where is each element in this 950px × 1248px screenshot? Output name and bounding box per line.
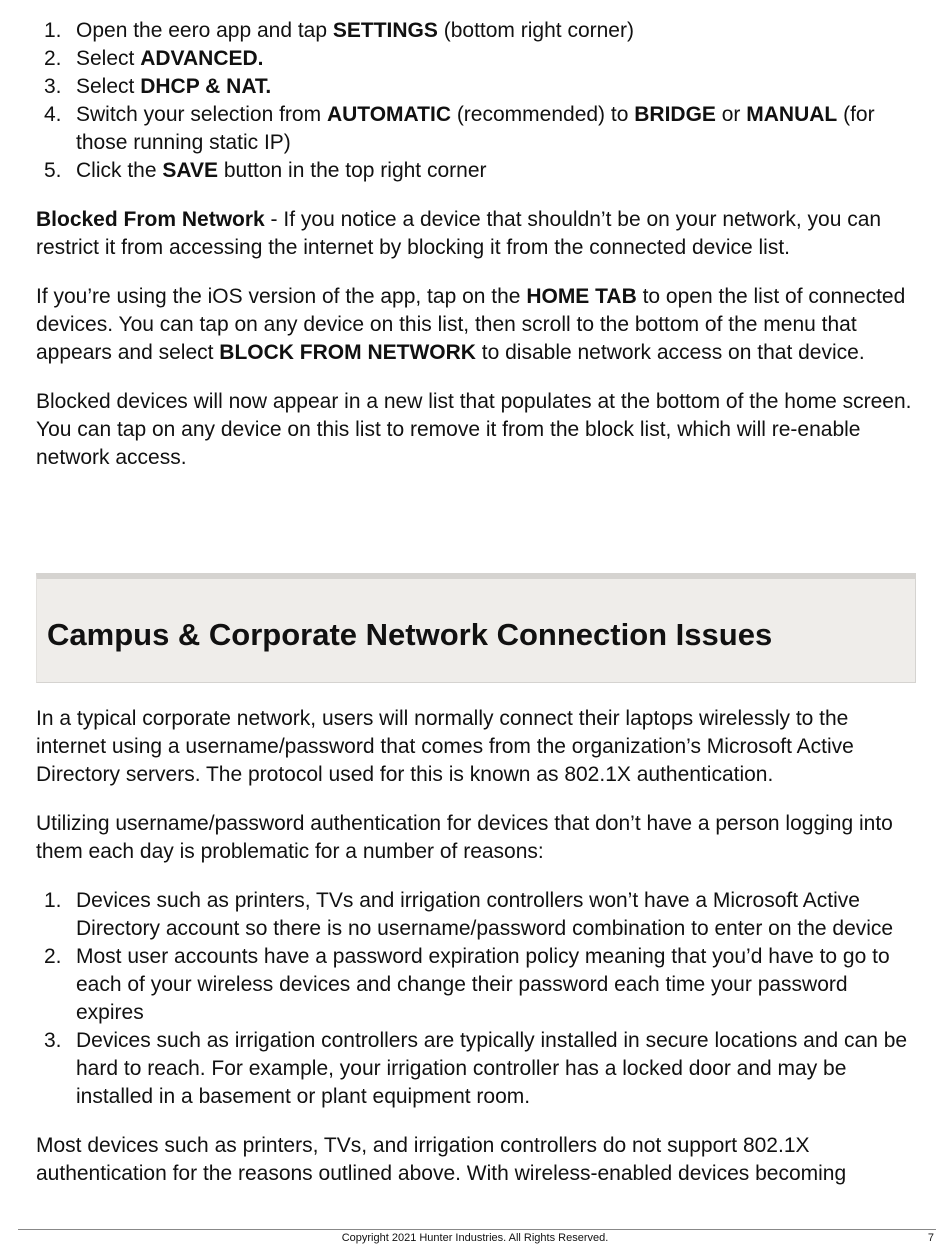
- blocked-from-network-paragraph: [36, 206, 918, 262]
- reason-text: Devices such as irrigation controllers are typically installed in secure locations and can be hard to reach. For example, your irrigation controller has a locked door and may be installed in a basement or plant equipment room.: [76, 1029, 908, 1108]
- step-text: Select: [76, 75, 141, 98]
- step-text: (bottom right corner): [437, 19, 634, 42]
- paragraph-text: - If you notice a device that shouldn’t be on your network, you can restrict it from accessing the internet by blocking it from the connected device list.: [36, 208, 882, 259]
- step-item: [44, 45, 918, 73]
- step-item: [44, 17, 918, 45]
- step-number: 5.: [44, 159, 62, 182]
- corporate-section-body: [36, 705, 918, 1188]
- step-item: [44, 101, 918, 157]
- problem-paragraph: Utilizing username/password authentication for devices that don’t have a person logging into them each day is problematic for a number of reasons:: [36, 812, 893, 863]
- step-text: button in the top right corner: [218, 159, 487, 182]
- step-item: [44, 73, 918, 101]
- step-keyword: DHCP & NAT.: [140, 75, 272, 98]
- reason-item: [44, 1027, 918, 1111]
- reason-number: 2.: [44, 945, 62, 968]
- reason-item: [44, 887, 918, 943]
- reason-text: Most user accounts have a password expiration policy meaning that you’d have to go to each of your wireless devices and change their password each time your password expires: [76, 945, 890, 1024]
- step-keyword: SAVE: [162, 159, 218, 182]
- footer-divider: [18, 1229, 936, 1230]
- step-number: 3.: [44, 75, 62, 98]
- step-text: (recommended) to: [450, 103, 635, 126]
- page-number: 7: [927, 1232, 934, 1244]
- corporate-network-paragraph: In a typical corporate network, users will normally connect their laptops wirelessly to the internet using a username/password that comes from the organization’s Microsoft Active Directory servers. The protocol used for this is known as 802.1X authentication.: [36, 707, 854, 786]
- step-text: (for those running static IP): [76, 103, 875, 154]
- paragraph-lead: Blocked From Network: [36, 208, 265, 231]
- section-banner: [36, 573, 916, 683]
- reason-item: [44, 943, 918, 1027]
- step-text: Select: [76, 47, 141, 70]
- step-keyword: BRIDGE: [634, 103, 716, 126]
- page-body: [36, 0, 918, 472]
- paragraph-text: to open the list of connected devices. You can tap on any device on this list, then scroll to the bottom of the menu that appears and select: [36, 285, 906, 364]
- settings-steps-list: [36, 17, 918, 185]
- step-item: [44, 157, 918, 185]
- reason-number: 3.: [44, 1029, 62, 1052]
- ios-instructions-paragraph: [36, 283, 918, 367]
- paragraph-text: If you’re using the iOS version of the app, tap on the: [36, 285, 527, 308]
- reason-text: Devices such as printers, TVs and irrigation controllers won’t have a Microsoft Active Directory account so there is no username/password combination to enter on the device: [76, 889, 894, 940]
- step-keyword: MANUAL: [746, 103, 838, 126]
- step-number: 2.: [44, 47, 62, 70]
- reasons-list: [36, 887, 918, 1111]
- section-heading: Campus & Corporate Network Connection Issues: [47, 617, 773, 652]
- footer-copyright: Copyright 2021 Hunter Industries. All Rights Reserved.: [341, 1232, 609, 1244]
- step-number: 4.: [44, 103, 62, 126]
- closing-paragraph: Most devices such as printers, TVs, and irrigation controllers do not support 802.1X authentication for the reasons outlined above. With wireless-enabled devices becoming: [36, 1134, 847, 1185]
- reason-number: 1.: [44, 889, 62, 912]
- paragraph-keyword: BLOCK FROM NETWORK: [219, 341, 476, 364]
- step-text: Switch your selection from: [76, 103, 327, 126]
- step-number: 1.: [44, 19, 62, 42]
- step-text: Open the eero app and tap: [76, 19, 333, 42]
- paragraph-keyword: HOME TAB: [526, 285, 637, 308]
- step-keyword: SETTINGS: [332, 19, 438, 42]
- step-keyword: ADVANCED.: [140, 47, 264, 70]
- paragraph-text: to disable network access on that device.: [475, 341, 865, 364]
- step-keyword: AUTOMATIC: [326, 103, 451, 126]
- step-text: Click the: [76, 159, 163, 182]
- step-text: or: [715, 103, 747, 126]
- blocked-list-paragraph: Blocked devices will now appear in a new list that populates at the bottom of the home screen. You can tap on any device on this list to remove it from the block list, which will re-enable network access.: [36, 390, 912, 469]
